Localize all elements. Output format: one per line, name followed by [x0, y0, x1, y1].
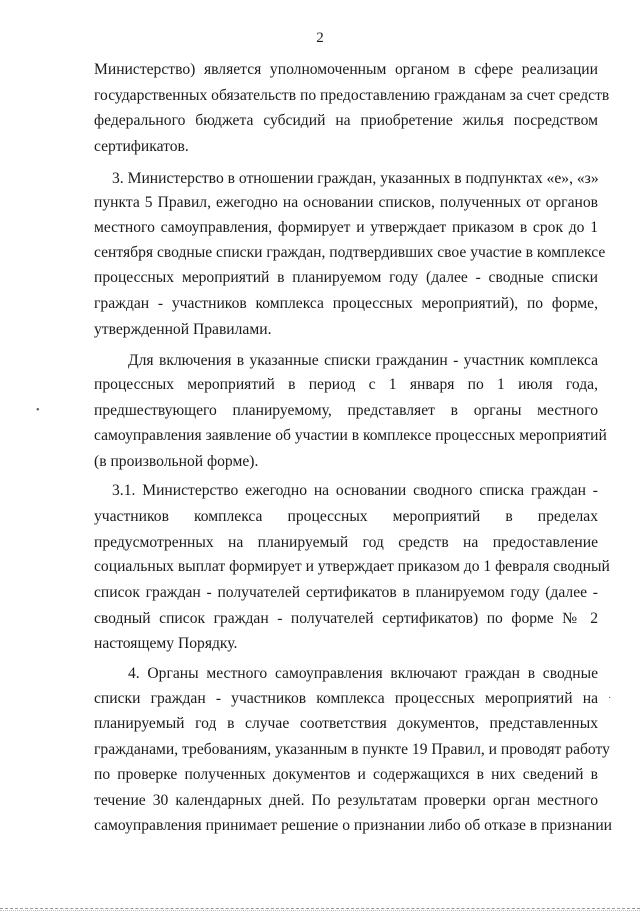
scan-speck: ·	[608, 693, 612, 704]
text-line: 3.1. Министерство ежегодно на основании сводного списка граждан -	[112, 482, 598, 499]
page-number: 2	[316, 30, 324, 46]
text-line: по проверке полученных документов и содержащихся в них сведений в	[94, 766, 598, 783]
text-line: список граждан - получателей сертификатов в планируемом году (далее -	[94, 584, 598, 601]
text-line: предусмотренных на планируемый год средств на предоставление	[94, 534, 598, 551]
text-line: 3. Министерство в отношении граждан, указанных в подпунктах «е», «з»	[112, 170, 599, 187]
text-line: социальных выплат формирует и утверждает приказом до 1 февраля сводный	[94, 558, 610, 575]
text-line: процессных мероприятий в период с 1 января по 1 июля года,	[94, 376, 598, 393]
text-line: течение 30 календарных дней. По результатам проверки орган местного	[94, 792, 598, 809]
text-line: предшествующего планируемому, представляет в органы местного	[94, 402, 598, 419]
text-line: местного самоуправления, формирует и утверждает приказом в срок до 1	[94, 219, 598, 236]
text-line: настоящему Порядку.	[94, 635, 238, 652]
text-line: процессных мероприятий в планируемом году (далее - сводные списки	[94, 269, 598, 286]
text-line: участников комплекса процессных мероприятий в пределах	[94, 508, 598, 525]
text-line: Для включения в указанные списки гражданин - участник комплекса	[128, 352, 598, 369]
text-line: сентября сводные списки граждан, подтвердивших свое участие в комплексе	[94, 244, 606, 261]
text-line: государственных обязательств по предоставлению гражданам за счет средств	[94, 87, 610, 104]
text-line: сертификатов.	[94, 138, 189, 155]
text-line: (в произвольной форме).	[94, 453, 259, 470]
text-line: пункта 5 Правил, ежегодно на основании списков, полученных от органов	[94, 194, 598, 211]
text-line: самоуправления принимает решение о признании либо об отказе в признании	[94, 817, 613, 834]
text-line: 4. Органы местного самоуправления включают граждан в сводные	[128, 665, 598, 682]
text-line: сводный список граждан - получателей сертификатов) по форме № 2	[94, 610, 598, 627]
text-line: граждан - участников комплекса процессных мероприятий), по форме,	[94, 295, 598, 312]
text-line: гражданами, требованиям, указанным в пункте 19 Правил, и проводят работу	[94, 741, 610, 758]
text-line: планируемый год в случае соответствия документов, представленных	[94, 715, 598, 732]
scan-speck: •	[36, 405, 40, 416]
text-line: самоуправления заявление об участии в комплексе процессных мероприятий	[94, 427, 607, 444]
text-line: федерального бюджета субсидий на приобретение жилья посредством	[94, 112, 598, 129]
text-line: списки граждан - участников комплекса процессных мероприятий на	[94, 690, 598, 707]
text-line: утвержденной Правилами.	[94, 321, 272, 338]
scan-edge-line	[0, 910, 640, 911]
scan-edge-line	[0, 908, 640, 909]
text-line: Министерство) является уполномоченным органом в сфере реализации	[94, 61, 598, 78]
